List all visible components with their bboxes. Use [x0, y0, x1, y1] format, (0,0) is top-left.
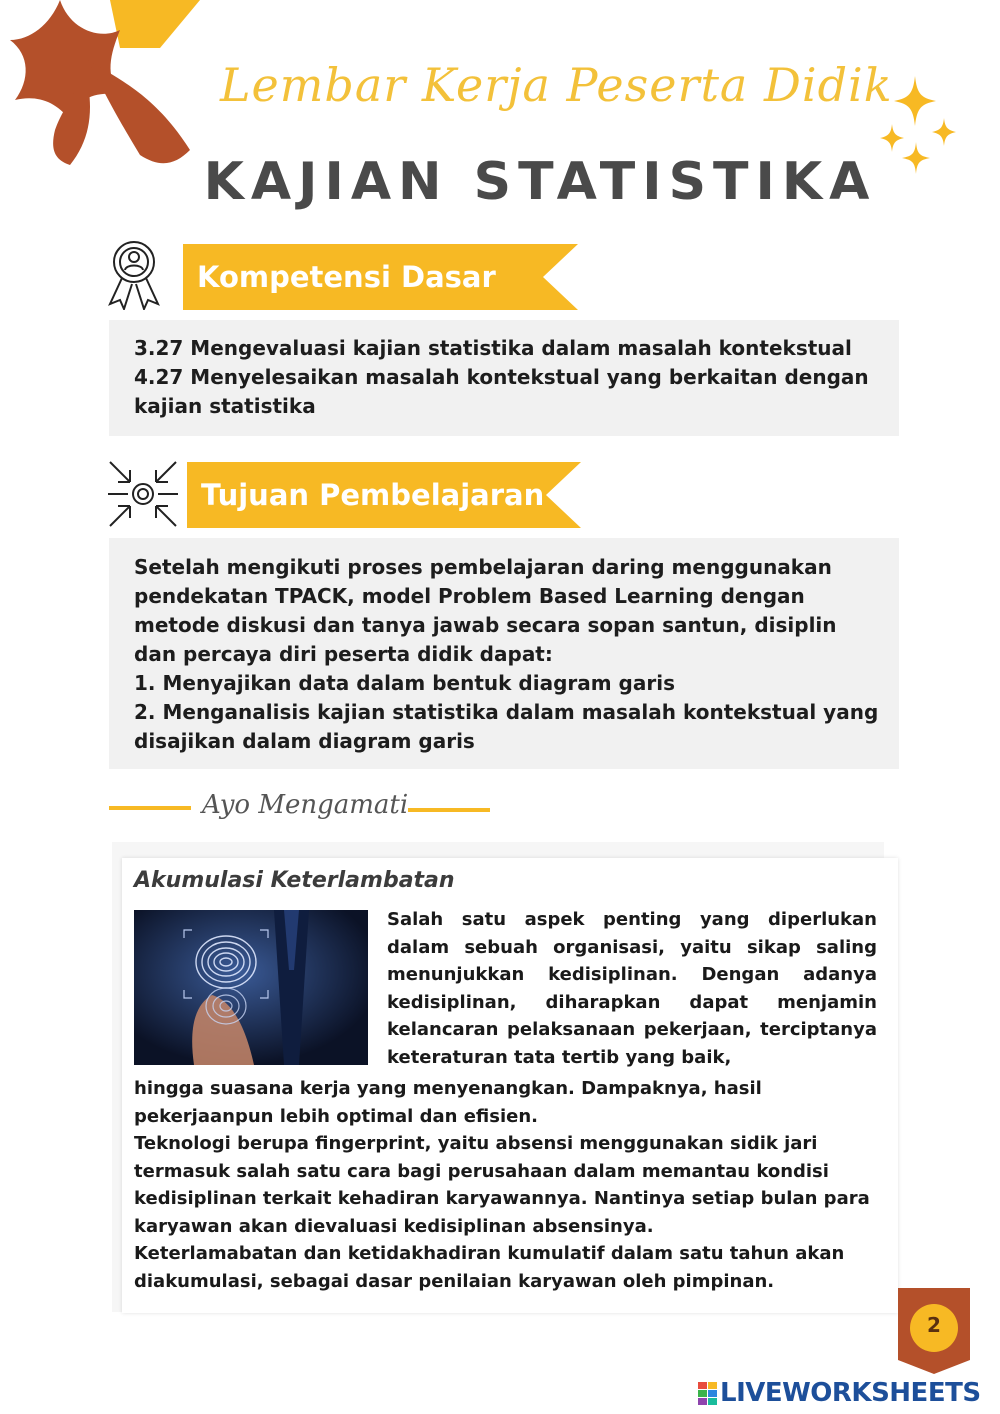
- tujuan-intro: Setelah mengikuti proses pembelajaran daring menggunakan pendekatan TPACK, model Problem Based Learning dengan metode diskusi dan tanya jawab secara sopan santun, disiplin dan percaya diri peserta didik dapat:: [134, 555, 837, 666]
- section-divider-label: Ayo Mengamati: [202, 790, 409, 820]
- list-item: 1. Menyajikan data dalam bentuk diagram garis: [134, 671, 675, 695]
- tujuan-text: [134, 553, 879, 756]
- fingerprint-scan-photo: [134, 910, 368, 1065]
- article-body: [134, 1075, 884, 1295]
- worksheet-subtitle: Lembar Kerja Peserta Didik: [220, 58, 893, 112]
- target-arrows-icon: [106, 458, 180, 530]
- page-title: KAJIAN STATISTIKA: [203, 152, 877, 212]
- article-paragraph: Teknologi berupa fingerprint, yaitu absensi menggunakan sidik jari termasuk salah satu cara bagi perusahaan dalam memantau kondisi kedisiplinan terkait kehadiran karyawannya. Nantinya setiap bulan para karyawan akan dievaluasi kedisiplinan absensinya.: [134, 1133, 870, 1237]
- tujuan-banner: [187, 462, 581, 528]
- corner-decoration: [0, 0, 210, 175]
- kompetensi-banner: [183, 244, 578, 310]
- award-ribbon-icon: [104, 238, 164, 310]
- article-paragraph: hingga suasana kerja yang menyenangkan. Dampaknya, hasil pekerjaanpun lebih optimal dan efisien.: [134, 1078, 762, 1127]
- divider-line-right: [408, 808, 490, 812]
- footer-brand[interactable]: LIVEWORKSHEETS: [720, 1378, 981, 1408]
- tujuan-heading: Tujuan Pembelajaran: [201, 478, 545, 512]
- kompetensi-list: [134, 334, 884, 421]
- list-item: 2. Menganalisis kajian statistika dalam masalah kontekstual yang disajikan dalam diagram garis: [134, 700, 879, 753]
- page-number: 2: [927, 1313, 941, 1337]
- article-title: Akumulasi Keterlambatan: [134, 868, 455, 893]
- article-paragraph-wrap: Salah satu aspek penting yang diperlukan dalam sebuah organisasi, yaitu sikap saling menunjukkan kedisiplinan. Dengan adanya kedisiplinan, diharapkan dapat menjamin kelancaran pelaksanaan pekerjaan, terciptanya keteraturan tata tertib yang baik,: [387, 909, 877, 1068]
- divider-line-left: [109, 806, 191, 810]
- kompetensi-heading: Kompetensi Dasar: [197, 260, 496, 294]
- liveworksheets-logo-icon: [698, 1382, 718, 1406]
- article-paragraph: Keterlamabatan dan ketidakhadiran kumulatif dalam satu tahun akan diakumulasi, sebagai dasar penilaian karyawan oleh pimpinan.: [134, 1243, 845, 1292]
- list-item: 4.27 Menyelesaikan masalah kontekstual yang berkaitan dengan kajian statistika: [134, 365, 869, 418]
- list-item: 3.27 Mengevaluasi kajian statistika dalam masalah kontekstual: [134, 336, 852, 360]
